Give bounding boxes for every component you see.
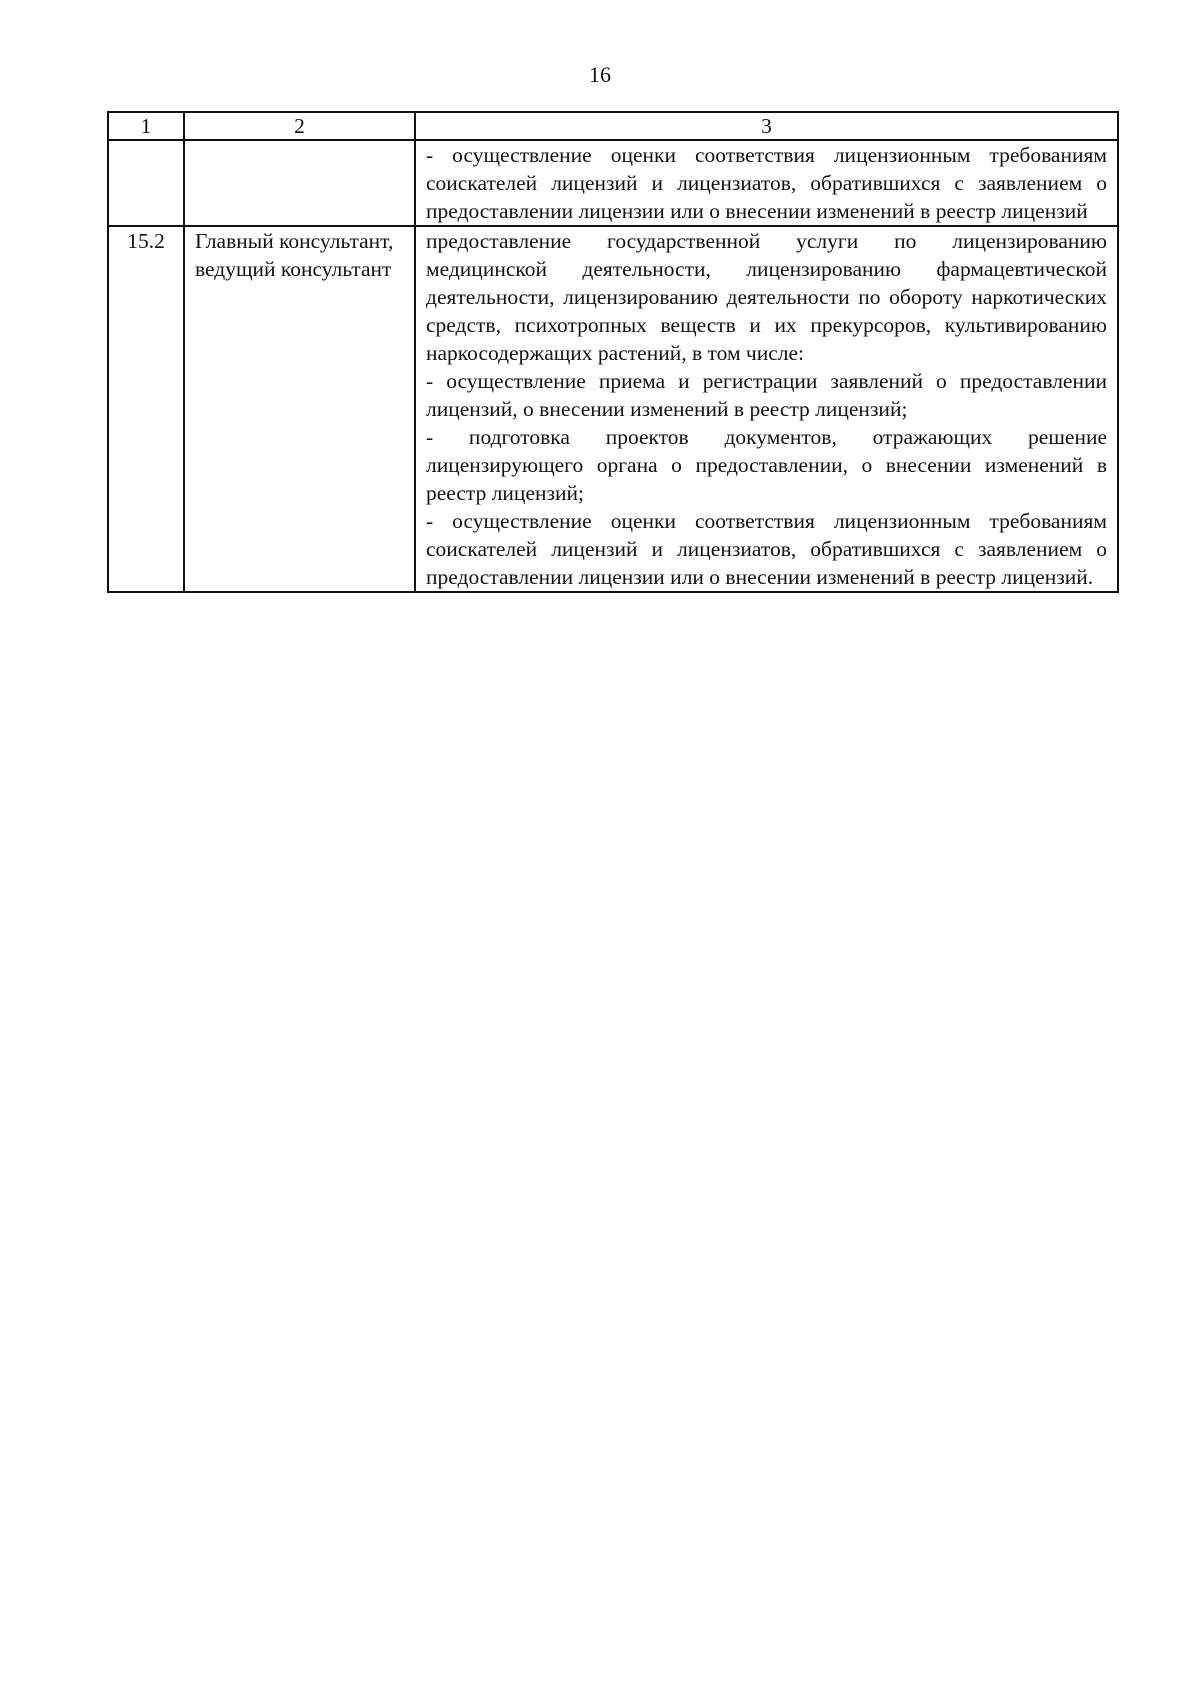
duties-cell	[415, 140, 1118, 226]
row-number-cell	[108, 140, 184, 226]
page-number: 16	[589, 62, 611, 87]
table-header-row	[108, 112, 1118, 140]
duty-paragraph: предоставление государственной услуги по лицензированию медицинской деятельности, лицензированию фармацевтической деятельности, лицензированию деятельности по обороту наркотических средств, психотропных веществ и их прекурсоров, культивированию наркосодержащих растений, в том числе:	[426, 229, 1107, 365]
header-cell-col1: 1	[108, 112, 184, 140]
duty-paragraph: - подготовка проектов документов, отражающих решение лицензирующего органа о предоставлении, о внесении изменений в реестр лицензий;	[426, 425, 1107, 505]
duties-cell	[415, 226, 1118, 592]
table-row	[108, 226, 1118, 592]
position-cell: Главный консультант, ведущий консультант	[184, 226, 415, 592]
duty-paragraph: - осуществление оценки соответствия лицензионным требованиям соискателей лицензий и лицензиатов, обратившихся с заявлением о предоставлении лицензии или о внесении изменений в реестр лицензий.	[426, 509, 1107, 589]
duties-table	[107, 111, 1119, 593]
duty-paragraph: - осуществление приема и регистрации заявлений о предоставлении лицензий, о внесении изменений в реестр лицензий;	[426, 369, 1107, 421]
duty-paragraph: - осуществление оценки соответствия лицензионным требованиям соискателей лицензий и лицензиатов, обратившихся с заявлением о предоставлении лицензии или о внесении изменений в реестр лицензий	[426, 143, 1107, 223]
header-cell-col2: 2	[184, 112, 415, 140]
header-cell-col3: 3	[415, 112, 1118, 140]
row-number-cell: 15.2	[108, 226, 184, 592]
position-cell	[184, 140, 415, 226]
table-row	[108, 140, 1118, 226]
